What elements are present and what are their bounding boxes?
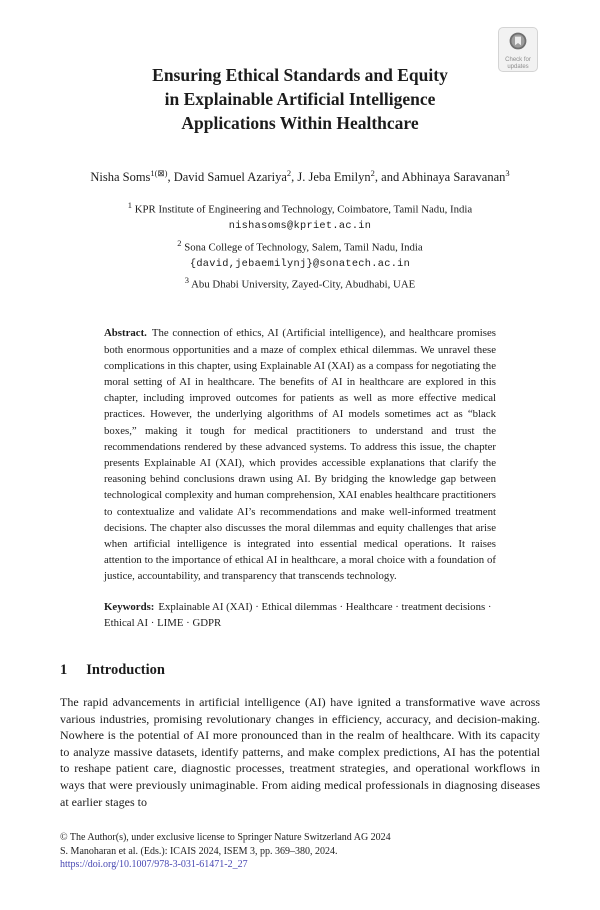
- keywords-block: [104, 599, 496, 631]
- author-affiliation-marker: 2: [370, 168, 375, 178]
- author-affiliation-marker: 3: [505, 168, 510, 178]
- section-title: Introduction: [86, 662, 165, 679]
- keywords-text: Explainable AI (XAI) · Ethical dilemmas · Healthcare · treatment decisions · Ethical AI · LIME · GDPR: [104, 600, 492, 629]
- affiliation-text: Sona College of Technology, Salem, Tamil Nadu, India: [181, 241, 423, 254]
- paper-title-line-1: Ensuring Ethical Standards and Equity: [152, 65, 448, 85]
- doi-link[interactable]: https://doi.org/10.1007/978-3-031-61471-2_27: [60, 859, 248, 870]
- paper-title-line-3: Applications Within Healthcare: [181, 113, 419, 133]
- affiliation-text: KPR Institute of Engineering and Technology, Coimbatore, Tamil Nadu, India: [132, 203, 473, 216]
- affiliation-number: 3: [184, 275, 190, 286]
- affiliations-block: [60, 197, 540, 293]
- author-name: Abhinaya Saravanan: [401, 170, 506, 185]
- keywords-label: Keywords:: [104, 600, 155, 613]
- abstract-text: The connection of ethics, AI (Artificial intelligence), and healthcare promises both enormous opportunities and a maze of complex ethical dilemmas. We unravel these complications in this chapter, using Explainable AI (XAI) as a compass for negotiating the moral setting of AI in healthcare. The benefits of AI in healthcare are explored in this chapter, including improved outcomes for patients as well as more effective medical practices. However, the underlying algorithms of AI models sometimes act as “black boxes,” making it tough for medical practitioners to understand and trust the recommendations rendered by these advanced systems. To address this issue, the chapter presents Explainable AI (XAI), which provides accessible explanations that clarify the reasoning behind conclusions drawn using AI. By bridging the knowledge gap between technological complexity and human comprehension, XAI enables healthcare practitioners to contextualize and validate AI’s recommendations and make well-informed treatment decisions. The chapter also discusses the moral dilemmas and equity challenges that arise when artificial intelligence is integrated into essential medical operations. It raises attention to the importance of ethical AI in healthcare, a moral choice with a foundation of justice, accountability, and transparency that transcends technology.: [104, 327, 496, 583]
- affiliation-number: 1: [127, 200, 133, 211]
- author-name: J. Jeba Emilyn: [297, 170, 371, 185]
- author-name: Nisha Soms: [90, 170, 151, 185]
- author-name: David Samuel Azariya: [173, 170, 287, 185]
- paper-title: [60, 0, 540, 135]
- affiliation-2: [60, 235, 540, 256]
- section-number: 1: [60, 662, 68, 679]
- author-affiliation-marker: 1(⊠): [150, 168, 168, 178]
- author-separator: ,: [291, 170, 298, 185]
- editors-citation-line: S. Manoharan et al. (Eds.): ICAIS 2024, ISEM 3, pp. 369–380, 2024.: [60, 845, 338, 857]
- affiliation-2-email: {david,jebaemilynj}@sonatech.ac.in: [189, 257, 411, 270]
- affiliation-text: Abu Dhabi University, Zayed-City, Abudhabi, UAE: [189, 278, 416, 291]
- check-for-updates-icon: [509, 32, 527, 55]
- author-separator: , and: [374, 170, 402, 185]
- author-line: [60, 168, 540, 185]
- affiliation-3: [60, 272, 540, 293]
- page-footer: [60, 831, 540, 872]
- check-for-updates-badge[interactable]: [498, 27, 538, 72]
- abstract-block: [104, 325, 496, 584]
- section-heading-introduction: [60, 662, 540, 679]
- author-separator: ,: [167, 170, 174, 185]
- paper-title-line-2: in Explainable Artificial Intelligence: [164, 89, 436, 109]
- introduction-paragraph: The rapid advancements in artificial intelligence (AI) have ignited a transformative wave across various industries, promising revolutionary changes in efficiency, accuracy, and decision-making. Nowhere is the potential of AI more pronounced than in the realm of healthcare. With its capacity to analyze massive datasets, identify patterns, and make complex predictions, AI has the potential to reshape patient care, diagnostic processes, treatment strategies, and operational workflows in ways that were previously unimaginable. From aiding medical professionals in diagnosing diseases at earlier stages to: [60, 695, 540, 809]
- affiliation-1-email: nishasoms@kpriet.ac.in: [228, 220, 372, 233]
- author-affiliation-marker: 2: [286, 168, 292, 178]
- copyright-line: © The Author(s), under exclusive license to Springer Nature Switzerland AG 2024: [60, 832, 391, 843]
- affiliation-number: 2: [177, 237, 182, 248]
- abstract-label: Abstract.: [104, 327, 147, 340]
- check-for-updates-label: Check for updates: [505, 57, 531, 70]
- affiliation-1: [60, 197, 540, 218]
